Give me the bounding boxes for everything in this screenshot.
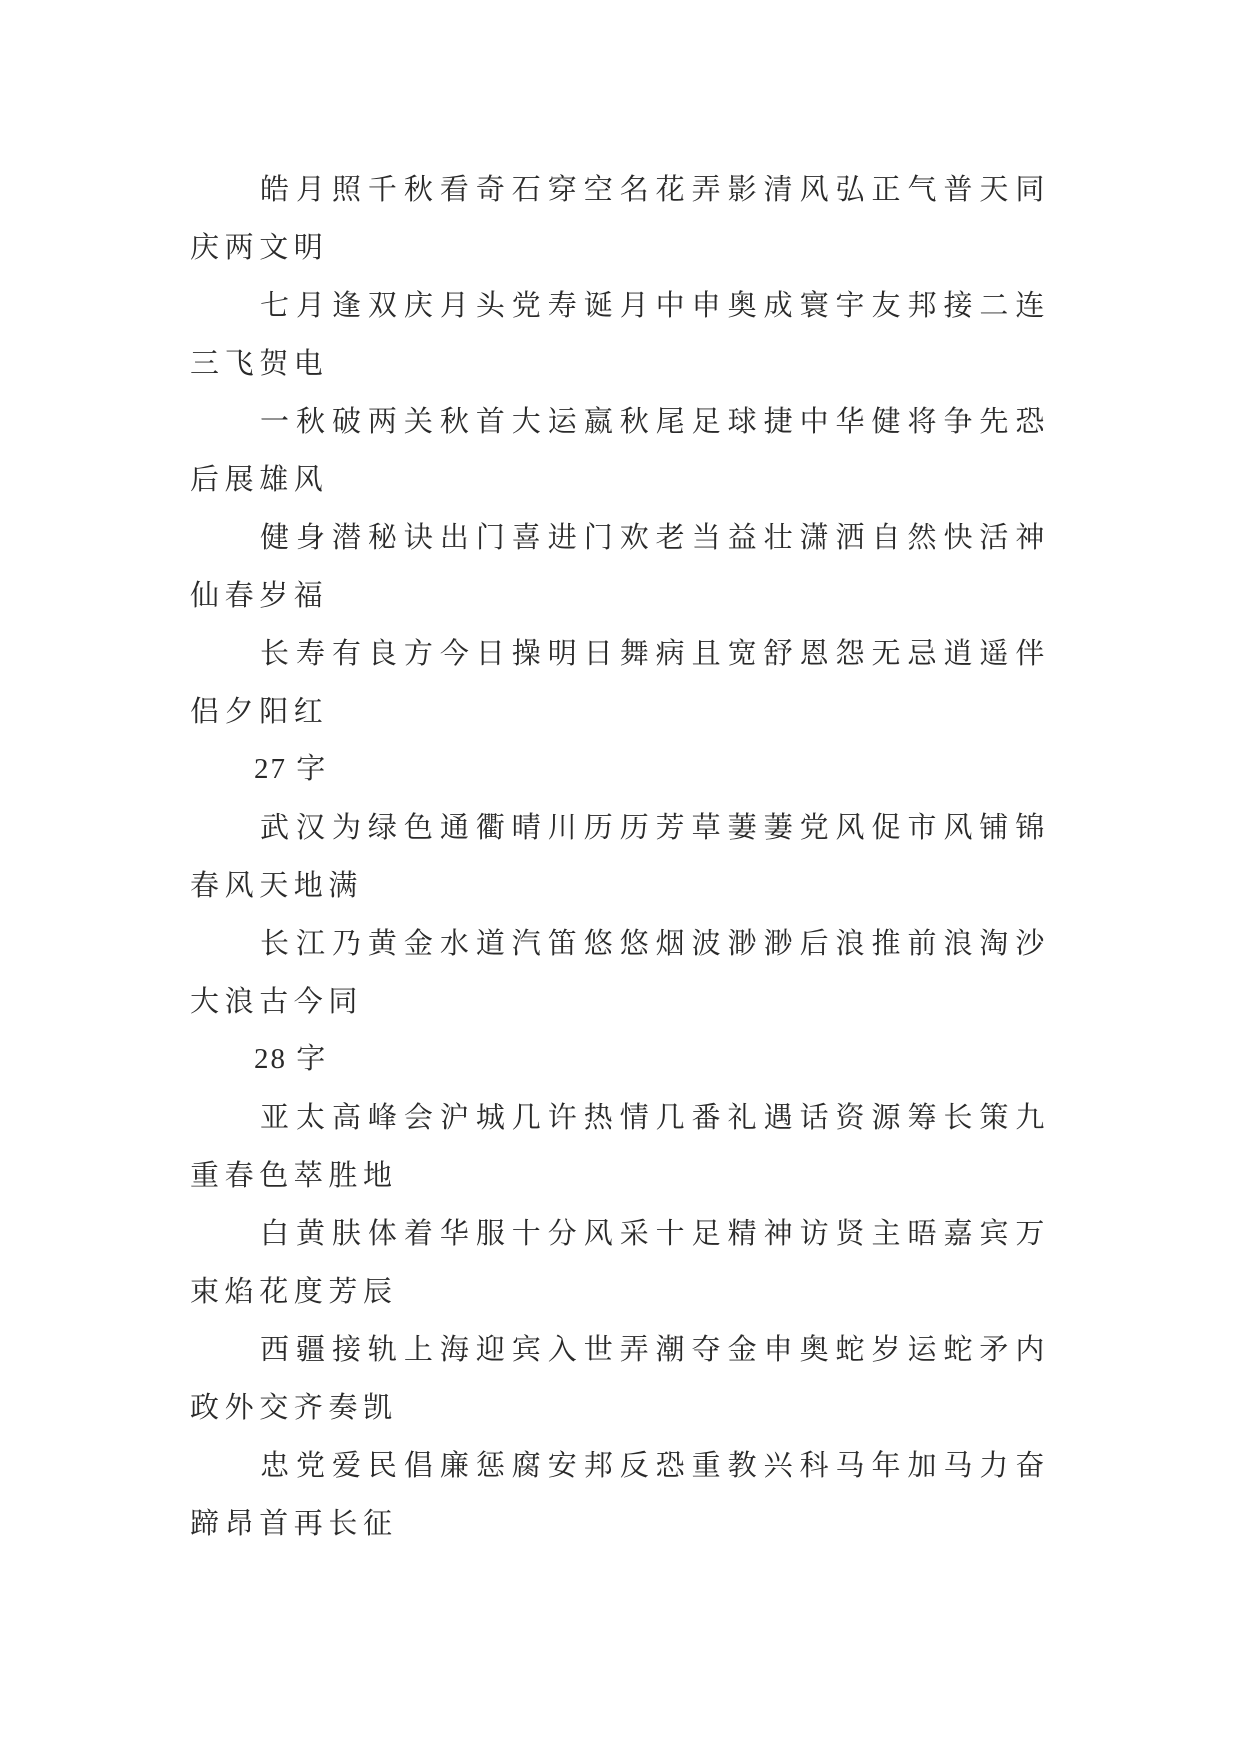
couplet-paragraph: 健身潜秘诀出门喜进门欢老当益壮潇洒自然快活神仙春岁福 bbox=[190, 520, 1050, 612]
couplet-paragraph: 亚太高峰会沪城几许热情几番礼遇话资源筹长策九重春色萃胜地 bbox=[190, 1100, 1050, 1192]
couplet-paragraph: 皓月照千秋看奇石穿空名花弄影清风弘正气普天同庆两文明 bbox=[190, 172, 1050, 264]
couplet-paragraph: 七月逢双庆月头党寿诞月中申奥成寰宇友邦接二连三飞贺电 bbox=[190, 288, 1050, 380]
couplet-paragraph: 长寿有良方今日操明日舞病且宽舒恩怨无忌逍遥伴侣夕阳红 bbox=[190, 636, 1050, 728]
section-heading-27: 27 字 bbox=[254, 753, 328, 785]
couplet-paragraph: 白黄肤体着华服十分风采十足精神访贤主晤嘉宾万束焰花度芳辰 bbox=[190, 1216, 1050, 1308]
couplet-paragraph: 长江乃黄金水道汽笛悠悠烟波渺渺后浪推前浪淘沙大浪古今同 bbox=[190, 926, 1050, 1018]
couplet-paragraph: 西疆接轨上海迎宾入世弄潮夺金申奥蛇岁运蛇矛内政外交齐奏凯 bbox=[190, 1332, 1050, 1424]
couplet-paragraph: 武汉为绿色通衢晴川历历芳草萋萋党风促市风铺锦春风天地满 bbox=[190, 810, 1050, 902]
couplet-paragraph: 忠党爱民倡廉惩腐安邦反恐重教兴科马年加马力奋蹄昂首再长征 bbox=[190, 1448, 1050, 1540]
couplet-paragraph: 一秋破两关秋首大运嬴秋尾足球捷中华健将争先恐后展雄风 bbox=[190, 404, 1050, 496]
section-heading-28: 28 字 bbox=[254, 1043, 328, 1075]
document-body bbox=[190, 160, 1050, 1552]
